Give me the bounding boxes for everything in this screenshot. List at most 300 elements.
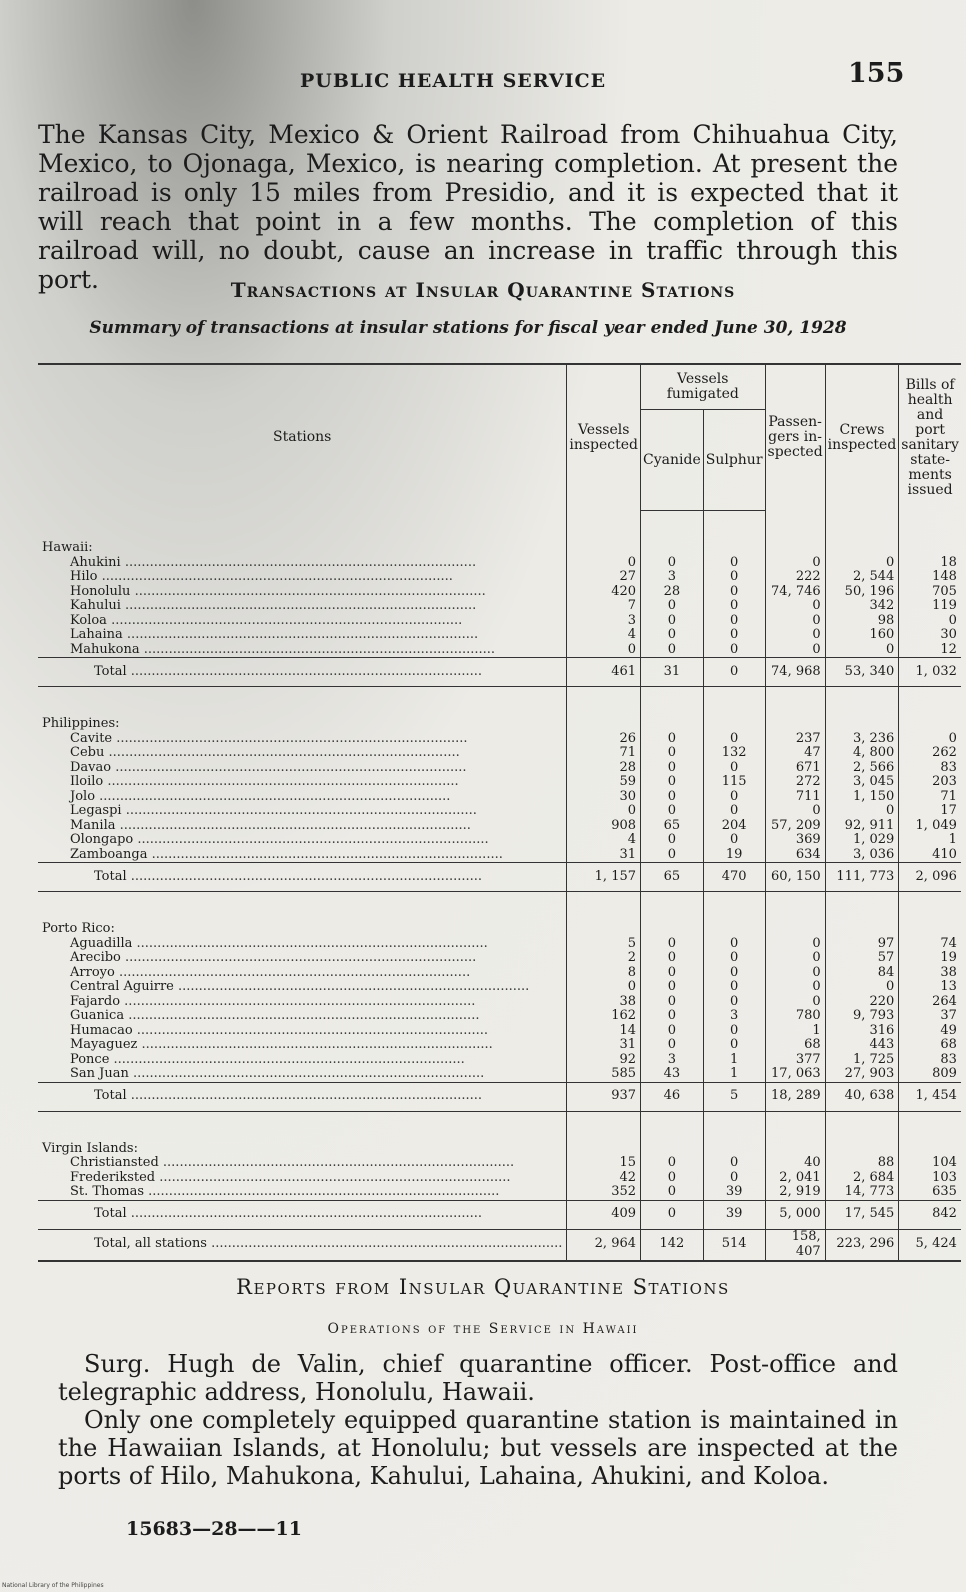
grand-total-cyanide: 142 <box>641 1229 704 1261</box>
total-passengers: 5, 000 <box>765 1200 825 1229</box>
station-name-cell <box>38 804 567 819</box>
station-name-cell <box>38 570 567 585</box>
cell-passengers: 711 <box>765 790 825 805</box>
cell-sulphur: 19 <box>703 848 765 863</box>
cell-vessels: 0 <box>567 556 641 571</box>
spacer-cell <box>703 511 765 542</box>
spacer-cell <box>641 511 704 542</box>
cell-crews: 14, 773 <box>825 1185 899 1200</box>
cell-cyanide: 0 <box>641 790 704 805</box>
cell-crews: 0 <box>825 643 899 658</box>
spacer-cell <box>38 1111 567 1142</box>
cell-crews: 92, 911 <box>825 819 899 834</box>
cell-vessels: 0 <box>567 804 641 819</box>
station-name-cell <box>38 1009 567 1024</box>
cell-passengers: 17, 063 <box>765 1067 825 1082</box>
grand-total-row <box>38 1229 961 1261</box>
spacer-cell <box>825 511 899 542</box>
cell-passengers: 237 <box>765 732 825 747</box>
cell-bills: 74 <box>899 937 961 952</box>
cell-sulphur: 0 <box>703 614 765 629</box>
empty-cell <box>641 922 704 937</box>
empty-cell <box>825 541 899 556</box>
cell-passengers: 47 <box>765 746 825 761</box>
total-bills: 2, 096 <box>899 863 961 892</box>
header-vessels-inspected: Vessels inspected <box>567 364 641 511</box>
cell-vessels: 420 <box>567 585 641 600</box>
cell-bills: 1 <box>899 833 961 848</box>
group-heading-row <box>38 922 961 937</box>
cell-bills: 119 <box>899 599 961 614</box>
cell-sulphur: 0 <box>703 937 765 952</box>
cell-cyanide: 0 <box>641 746 704 761</box>
cell-vessels: 15 <box>567 1156 641 1171</box>
cell-vessels: 0 <box>567 980 641 995</box>
group-heading-row <box>38 717 961 732</box>
spacer-cell <box>38 892 567 923</box>
transactions-table-wrapper <box>38 363 959 1262</box>
total-label: Total ..... <box>94 869 482 884</box>
cell-passengers: 377 <box>765 1053 825 1068</box>
cell-passengers: 671 <box>765 761 825 776</box>
station-name: Arecibo ..... <box>70 951 476 965</box>
cell-passengers: 1 <box>765 1024 825 1039</box>
table-body <box>38 511 961 1261</box>
cell-bills: 705 <box>899 585 961 600</box>
cell-vessels: 352 <box>567 1185 641 1200</box>
cell-crews: 97 <box>825 937 899 952</box>
cell-crews: 4, 800 <box>825 746 899 761</box>
spacer-cell <box>703 892 765 923</box>
grand-total-vessels: 2, 964 <box>567 1229 641 1261</box>
table-caption: Summary of transactions at insular stations for fiscal year ended June 30, 1928 <box>89 318 847 338</box>
total-crews: 40, 638 <box>825 1082 899 1111</box>
cell-bills: 0 <box>899 732 961 747</box>
empty-cell <box>567 717 641 732</box>
cell-vessels: 0 <box>567 643 641 658</box>
cell-crews: 3, 045 <box>825 775 899 790</box>
total-label-cell <box>38 658 567 687</box>
station-name: Fajardo ..... <box>70 995 475 1009</box>
cell-cyanide: 0 <box>641 1185 704 1200</box>
table-row <box>38 628 961 643</box>
station-name: Legaspi ..... <box>70 804 477 818</box>
cell-passengers: 57, 209 <box>765 819 825 834</box>
header-sulphur: Sulphur <box>703 410 765 511</box>
spacer-cell <box>38 687 567 718</box>
total-sulphur: 5 <box>703 1082 765 1111</box>
cell-cyanide: 0 <box>641 628 704 643</box>
spacer-cell <box>567 511 641 542</box>
empty-cell <box>765 541 825 556</box>
table-row <box>38 1185 961 1200</box>
transactions-table <box>38 363 961 1262</box>
station-name: Hilo ..... <box>70 570 453 584</box>
cell-bills: 83 <box>899 1053 961 1068</box>
table-row <box>38 570 961 585</box>
station-name: Ponce ..... <box>70 1053 465 1067</box>
empty-cell <box>567 922 641 937</box>
station-name-cell <box>38 980 567 995</box>
cell-passengers: 272 <box>765 775 825 790</box>
cell-crews: 27, 903 <box>825 1067 899 1082</box>
total-vessels: 1, 157 <box>567 863 641 892</box>
cell-cyanide: 3 <box>641 570 704 585</box>
cell-vessels: 38 <box>567 995 641 1010</box>
station-name: Frederiksted ..... <box>70 1171 511 1185</box>
station-name-cell <box>38 761 567 776</box>
empty-cell <box>567 541 641 556</box>
station-name-cell <box>38 995 567 1010</box>
cell-sulphur: 204 <box>703 819 765 834</box>
cell-sulphur: 0 <box>703 1024 765 1039</box>
cell-crews: 50, 196 <box>825 585 899 600</box>
station-name: Ahukini ..... <box>70 556 476 570</box>
station-name: Christiansted ..... <box>70 1156 514 1170</box>
cell-crews: 1, 150 <box>825 790 899 805</box>
cell-vessels: 5 <box>567 937 641 952</box>
cell-bills: 18 <box>899 556 961 571</box>
credit-line: National Library of the Philippines <box>2 1582 104 1589</box>
body-text <box>58 1350 898 1490</box>
cell-passengers: 74, 746 <box>765 585 825 600</box>
cell-sulphur: 0 <box>703 643 765 658</box>
empty-cell <box>765 922 825 937</box>
spacer-cell <box>567 1111 641 1142</box>
empty-cell <box>765 1142 825 1157</box>
cell-cyanide: 0 <box>641 833 704 848</box>
station-name-cell <box>38 614 567 629</box>
cell-passengers: 68 <box>765 1038 825 1053</box>
cell-cyanide: 0 <box>641 1024 704 1039</box>
group-name: Virgin Islands: <box>42 1141 138 1156</box>
table-row <box>38 1009 961 1024</box>
cell-bills: 1, 049 <box>899 819 961 834</box>
grand-total-label: Total, all stations ..... <box>94 1236 562 1251</box>
station-name: St. Thomas ..... <box>70 1185 499 1199</box>
group-heading-row <box>38 541 961 556</box>
cell-sulphur: 0 <box>703 1156 765 1171</box>
station-name: Cavite ..... <box>70 732 468 746</box>
total-cyanide: 65 <box>641 863 704 892</box>
total-label: Total ..... <box>94 1206 482 1221</box>
station-name: Arroyo ..... <box>70 966 470 980</box>
total-passengers: 60, 150 <box>765 863 825 892</box>
station-name: Mayaguez ..... <box>70 1038 493 1052</box>
station-name: Olongapo ..... <box>70 833 489 847</box>
spacer-cell <box>899 511 961 542</box>
group-name: Porto Rico: <box>42 922 115 936</box>
station-name-cell <box>38 1024 567 1039</box>
cell-passengers: 2, 919 <box>765 1185 825 1200</box>
cell-passengers: 0 <box>765 614 825 629</box>
spacer-cell <box>641 687 704 718</box>
spacer-cell <box>765 1111 825 1142</box>
cell-sulphur: 0 <box>703 833 765 848</box>
cell-passengers: 0 <box>765 937 825 952</box>
operations-title: Operations of the Service in Hawaii <box>327 1321 639 1337</box>
cell-sulphur: 0 <box>703 966 765 981</box>
spacer-cell <box>703 687 765 718</box>
cell-cyanide: 0 <box>641 995 704 1010</box>
cell-crews: 2, 544 <box>825 570 899 585</box>
cell-bills: 17 <box>899 804 961 819</box>
empty-cell <box>765 717 825 732</box>
cell-crews: 9, 793 <box>825 1009 899 1024</box>
cell-crews: 2, 684 <box>825 1171 899 1186</box>
station-name: Mahukona ..... <box>70 643 495 657</box>
cell-crews: 160 <box>825 628 899 643</box>
spacer-cell <box>825 687 899 718</box>
total-vessels: 461 <box>567 658 641 687</box>
cell-bills: 635 <box>899 1185 961 1200</box>
station-name: Kahului ..... <box>70 599 476 613</box>
cell-cyanide: 0 <box>641 937 704 952</box>
empty-cell <box>899 1142 961 1157</box>
station-name: Davao ..... <box>70 761 467 775</box>
cell-bills: 104 <box>899 1156 961 1171</box>
cell-sulphur: 39 <box>703 1185 765 1200</box>
cell-bills: 71 <box>899 790 961 805</box>
cell-crews: 342 <box>825 599 899 614</box>
cell-vessels: 2 <box>567 951 641 966</box>
total-vessels: 409 <box>567 1200 641 1229</box>
cell-sulphur: 0 <box>703 570 765 585</box>
cell-vessels: 7 <box>567 599 641 614</box>
cell-bills: 12 <box>899 643 961 658</box>
table-row <box>38 1024 961 1039</box>
cell-vessels: 162 <box>567 1009 641 1024</box>
header-vessels-fumigated: Vessels fumigated <box>641 364 766 410</box>
empty-cell <box>703 717 765 732</box>
cell-crews: 3, 236 <box>825 732 899 747</box>
cell-bills: 30 <box>899 628 961 643</box>
table-row <box>38 819 961 834</box>
station-name-cell <box>38 775 567 790</box>
cell-passengers: 369 <box>765 833 825 848</box>
spacer-cell <box>765 892 825 923</box>
table-row <box>38 1156 961 1171</box>
station-name: Zamboanga ..... <box>70 848 503 862</box>
cell-cyanide: 0 <box>641 804 704 819</box>
cell-cyanide: 0 <box>641 761 704 776</box>
cell-vessels: 31 <box>567 1038 641 1053</box>
cell-bills: 264 <box>899 995 961 1010</box>
cell-crews: 0 <box>825 556 899 571</box>
cell-cyanide: 0 <box>641 951 704 966</box>
empty-cell <box>825 922 899 937</box>
cell-vessels: 59 <box>567 775 641 790</box>
table-row <box>38 833 961 848</box>
station-name: Honolulu ..... <box>70 585 486 599</box>
cell-sulphur: 0 <box>703 1038 765 1053</box>
cell-vessels: 27 <box>567 570 641 585</box>
station-name: Manila ..... <box>70 819 471 833</box>
station-name-cell <box>38 599 567 614</box>
cell-bills: 38 <box>899 966 961 981</box>
spacer-row <box>38 511 961 542</box>
cell-bills: 19 <box>899 951 961 966</box>
cell-sulphur: 0 <box>703 732 765 747</box>
table-row <box>38 980 961 995</box>
total-label-cell <box>38 1200 567 1229</box>
section-title: Transactions at Insular Quarantine Stations <box>230 278 736 302</box>
station-name-cell <box>38 732 567 747</box>
cell-sulphur: 0 <box>703 995 765 1010</box>
station-name-cell <box>38 1038 567 1053</box>
cell-bills: 262 <box>899 746 961 761</box>
total-sulphur: 39 <box>703 1200 765 1229</box>
cell-crews: 1, 725 <box>825 1053 899 1068</box>
station-name: Aguadilla ..... <box>70 937 488 951</box>
cell-crews: 3, 036 <box>825 848 899 863</box>
cell-crews: 2, 566 <box>825 761 899 776</box>
running-head: PUBLIC HEALTH SERVICE <box>300 70 607 92</box>
cell-cyanide: 28 <box>641 585 704 600</box>
cell-bills: 0 <box>899 614 961 629</box>
grand-total-bills: 5, 424 <box>899 1229 961 1261</box>
cell-vessels: 71 <box>567 746 641 761</box>
cell-cyanide: 0 <box>641 775 704 790</box>
empty-cell <box>825 717 899 732</box>
table-row <box>38 746 961 761</box>
total-label-cell <box>38 1082 567 1111</box>
body-paragraph: Only one completely equipped quarantine station is maintained in the Hawaiian Islands, at Honolulu; but vessels are inspected at the ports of Hilo, Mahukona, Kahului, Lahaina, Ahukini, and Koloa. <box>58 1406 898 1490</box>
group-total-row <box>38 1082 961 1111</box>
spacer-cell <box>899 687 961 718</box>
spacer-cell <box>641 892 704 923</box>
cell-passengers: 0 <box>765 628 825 643</box>
station-name-cell <box>38 833 567 848</box>
cell-cyanide: 0 <box>641 1009 704 1024</box>
cell-sulphur: 0 <box>703 790 765 805</box>
spacer-cell <box>38 511 567 542</box>
empty-cell <box>899 717 961 732</box>
cell-vessels: 42 <box>567 1171 641 1186</box>
grand-total-sulphur: 514 <box>703 1229 765 1261</box>
station-name: Iloilo ..... <box>70 775 459 789</box>
station-name-cell <box>38 966 567 981</box>
total-cyanide: 31 <box>641 658 704 687</box>
cell-vessels: 585 <box>567 1067 641 1082</box>
cell-cyanide: 0 <box>641 732 704 747</box>
cell-bills: 410 <box>899 848 961 863</box>
header-cyanide: Cyanide <box>641 410 704 511</box>
cell-bills: 49 <box>899 1024 961 1039</box>
cell-bills: 148 <box>899 570 961 585</box>
cell-passengers: 0 <box>765 599 825 614</box>
cell-crews: 57 <box>825 951 899 966</box>
cell-passengers: 0 <box>765 804 825 819</box>
spacer-cell <box>899 892 961 923</box>
station-name: Humacao ..... <box>70 1024 488 1038</box>
total-cyanide: 0 <box>641 1200 704 1229</box>
cell-crews: 98 <box>825 614 899 629</box>
intro-paragraph: The Kansas City, Mexico & Orient Railroad from Chihuahua City, Mexico, to Ojonaga, Mexico, is nearing completion. At present the railroad is only 15 miles from Presidio, and it is expected that it will reach that point in a few months. The completion of this railroad will, no doubt, cause an increase in traffic through this port. <box>38 120 898 294</box>
cell-sulphur: 3 <box>703 1009 765 1024</box>
station-name-cell <box>38 848 567 863</box>
table-row <box>38 1053 961 1068</box>
cell-sulphur: 0 <box>703 761 765 776</box>
cell-passengers: 2, 041 <box>765 1171 825 1186</box>
station-name: Jolo ..... <box>70 790 450 804</box>
group-heading-row <box>38 1142 961 1157</box>
cell-passengers: 0 <box>765 951 825 966</box>
group-name: Hawaii: <box>42 541 93 555</box>
cell-cyanide: 0 <box>641 643 704 658</box>
table-row <box>38 775 961 790</box>
spacer-row <box>38 687 961 718</box>
cell-vessels: 4 <box>567 833 641 848</box>
cell-cyanide: 0 <box>641 1156 704 1171</box>
cell-sulphur: 0 <box>703 628 765 643</box>
group-total-row <box>38 658 961 687</box>
total-bills: 1, 032 <box>899 658 961 687</box>
total-cyanide: 46 <box>641 1082 704 1111</box>
cell-sulphur: 1 <box>703 1053 765 1068</box>
cell-crews: 0 <box>825 804 899 819</box>
cell-cyanide: 3 <box>641 1053 704 1068</box>
spacer-cell <box>567 892 641 923</box>
cell-cyanide: 0 <box>641 1171 704 1186</box>
station-name-cell <box>38 1171 567 1186</box>
empty-cell <box>641 717 704 732</box>
cell-cyanide: 0 <box>641 556 704 571</box>
empty-cell <box>899 922 961 937</box>
table-row <box>38 804 961 819</box>
cell-crews: 220 <box>825 995 899 1010</box>
cell-crews: 0 <box>825 980 899 995</box>
cell-crews: 316 <box>825 1024 899 1039</box>
cell-crews: 84 <box>825 966 899 981</box>
total-bills: 1, 454 <box>899 1082 961 1111</box>
cell-cyanide: 0 <box>641 599 704 614</box>
spacer-row <box>38 892 961 923</box>
cell-vessels: 8 <box>567 966 641 981</box>
table-row <box>38 556 961 571</box>
cell-passengers: 0 <box>765 556 825 571</box>
spacer-row <box>38 1111 961 1142</box>
cell-sulphur: 0 <box>703 585 765 600</box>
cell-passengers: 0 <box>765 643 825 658</box>
spacer-cell <box>825 892 899 923</box>
station-name-cell <box>38 1156 567 1171</box>
cell-vessels: 4 <box>567 628 641 643</box>
cell-sulphur: 0 <box>703 556 765 571</box>
cell-passengers: 40 <box>765 1156 825 1171</box>
group-total-row <box>38 863 961 892</box>
reports-title: Reports from Insular Quarantine Stations <box>236 1275 730 1299</box>
grand-total-crews: 223, 296 <box>825 1229 899 1261</box>
cell-vessels: 92 <box>567 1053 641 1068</box>
station-name-cell <box>38 643 567 658</box>
station-name-cell <box>38 746 567 761</box>
cell-bills: 103 <box>899 1171 961 1186</box>
cell-cyanide: 0 <box>641 1038 704 1053</box>
station-name-cell <box>38 585 567 600</box>
station-name-cell <box>38 1053 567 1068</box>
cell-bills: 68 <box>899 1038 961 1053</box>
station-name-cell <box>38 951 567 966</box>
header-stations: Stations <box>38 364 567 511</box>
cell-crews: 1, 029 <box>825 833 899 848</box>
table-row <box>38 848 961 863</box>
spacer-cell <box>703 1111 765 1142</box>
total-sulphur: 470 <box>703 863 765 892</box>
spacer-cell <box>567 687 641 718</box>
cell-cyanide: 65 <box>641 819 704 834</box>
header-passengers: Passen-gers in-spected <box>765 364 825 511</box>
